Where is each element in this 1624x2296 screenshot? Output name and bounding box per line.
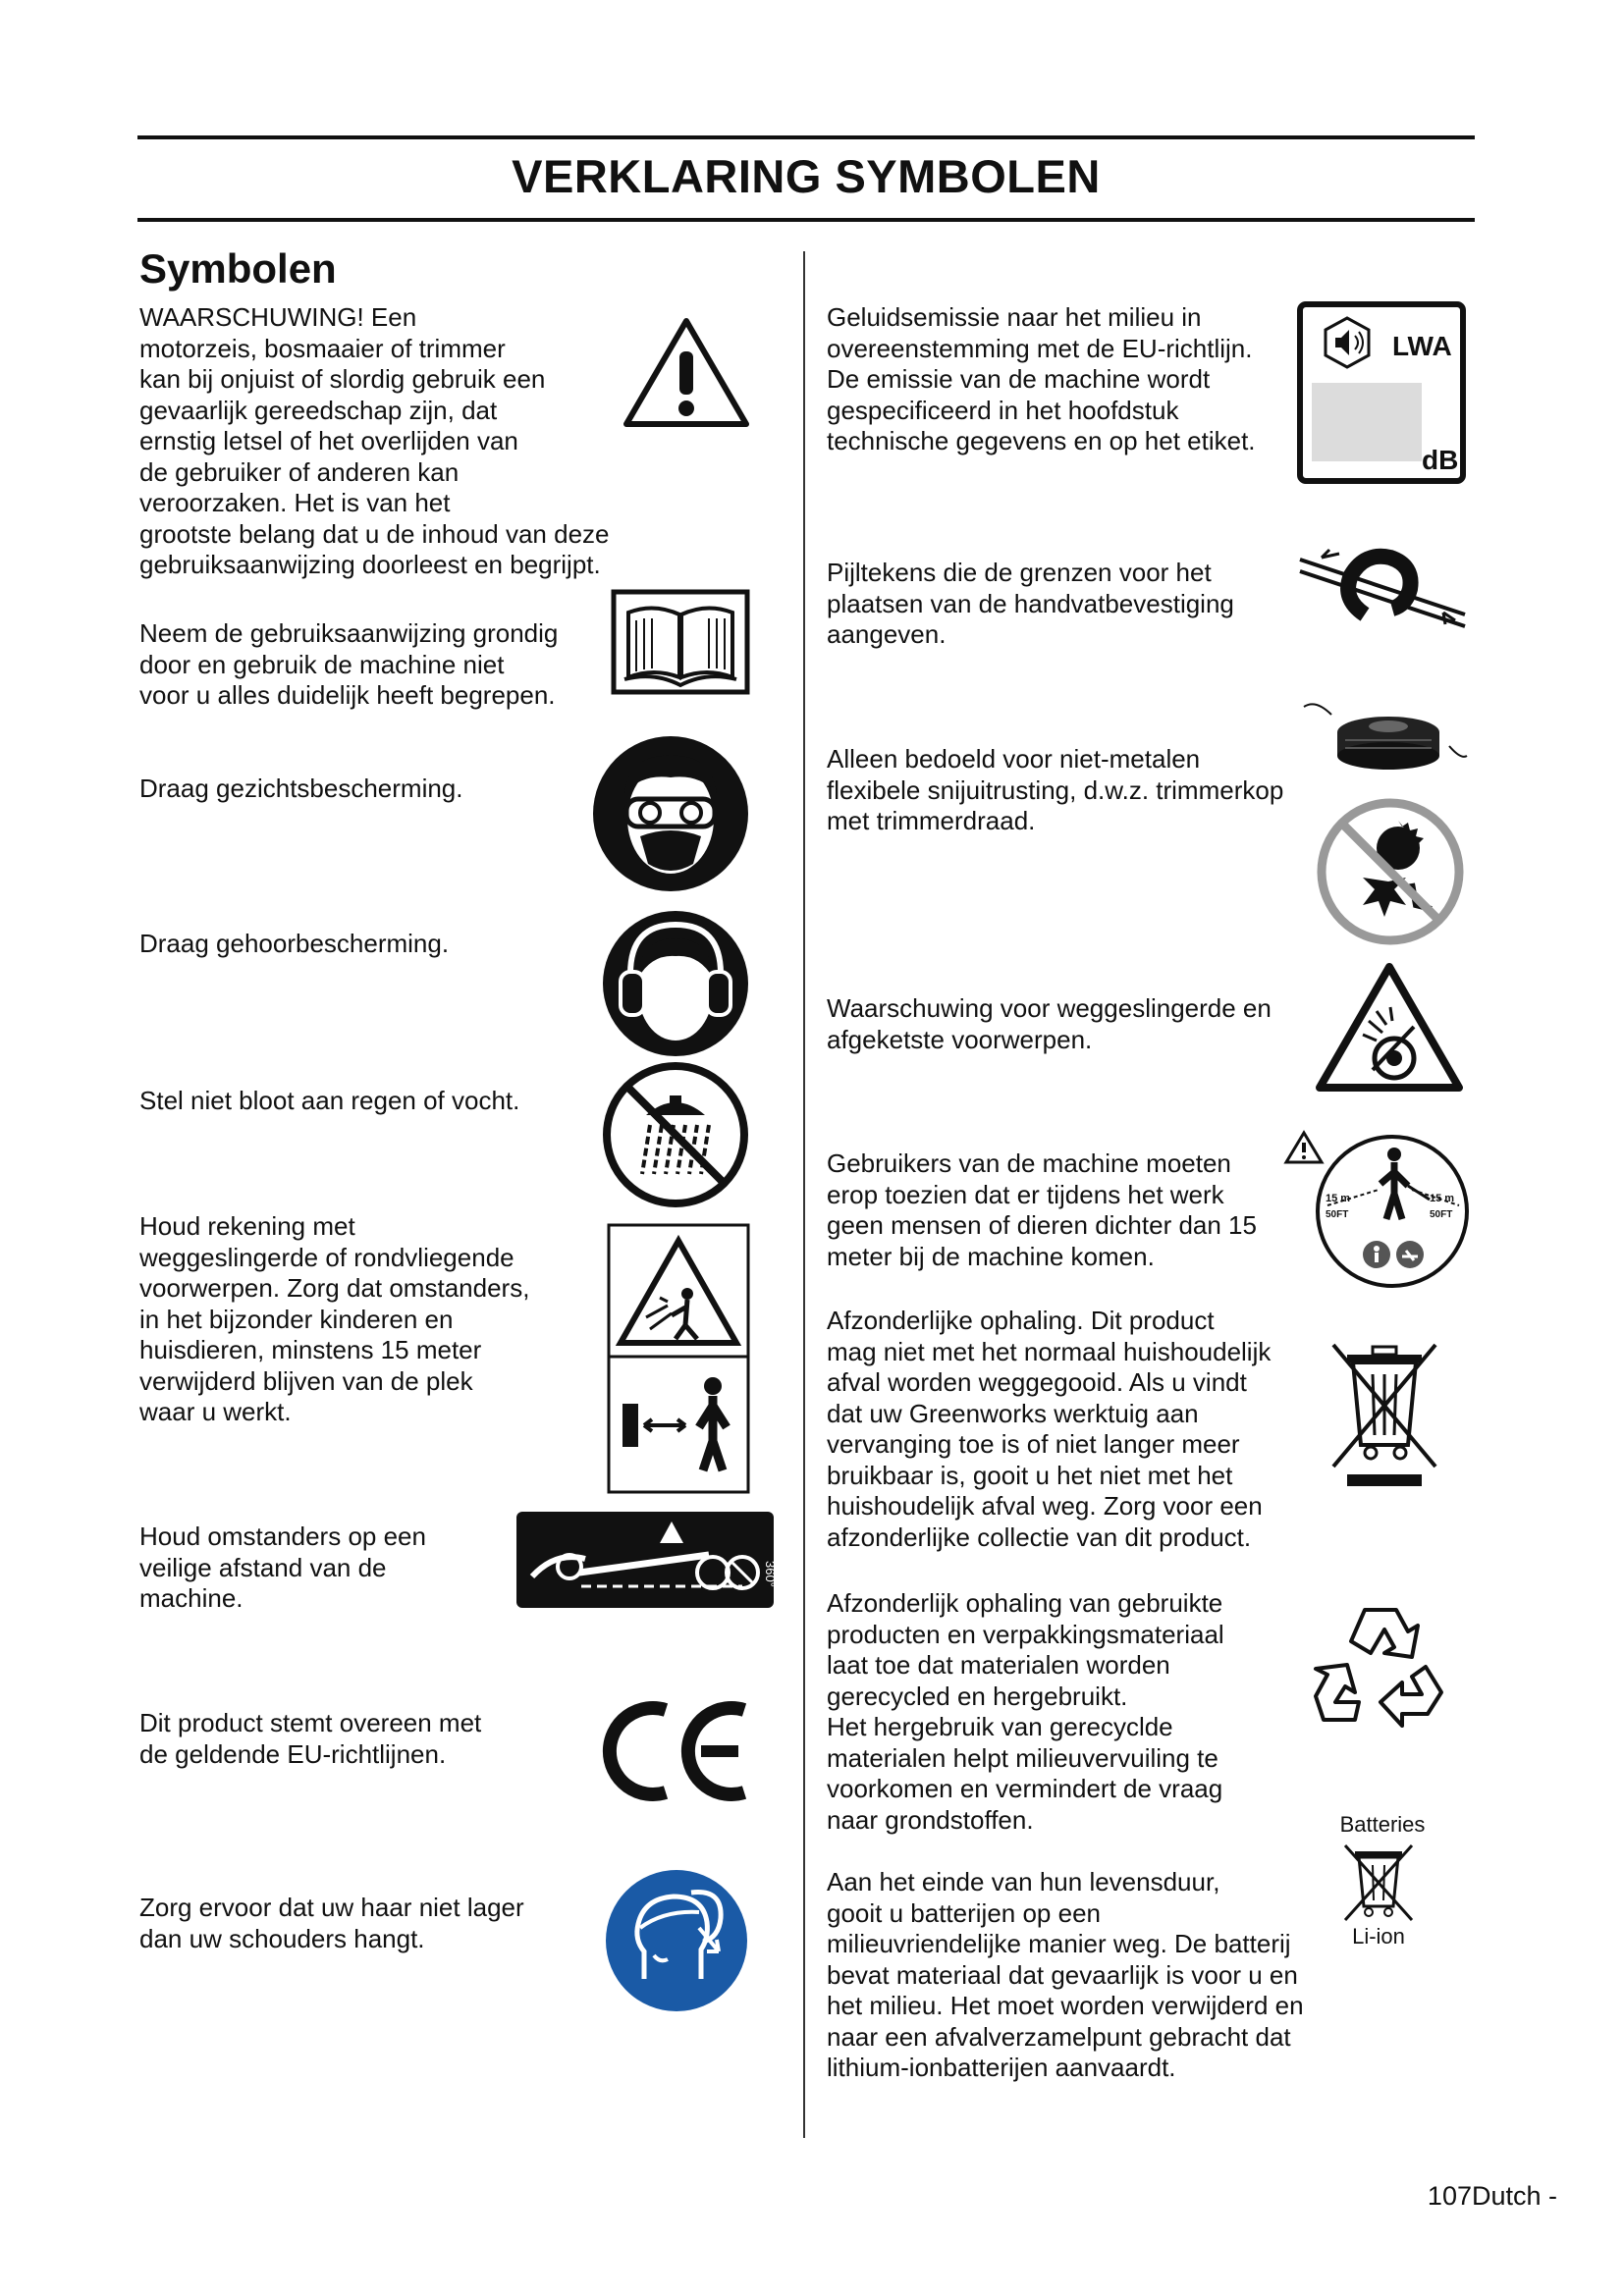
distance-15m-left: 15 m: [1326, 1193, 1351, 1204]
hair-text: Zorg ervoor dat uw haar niet lager dan uw schouders hangt.: [139, 1893, 524, 1953]
distance-15m-right: 15 m: [1430, 1193, 1455, 1204]
top-rule: [137, 135, 1475, 139]
no-rain-text: Stel niet bloot aan regen of vocht.: [139, 1086, 520, 1115]
face-protection-icon: [591, 734, 750, 893]
bystander-distance-icon: [516, 1512, 778, 1608]
page-number: 107Dutch -: [1427, 2181, 1557, 2211]
battery-text: Aan het einde van hun levensduur, gooit u batterijen op een milieuvriendelijke manier weg. De batterij bevat materiaal dat gevaarlijk is voor u en het milieu. Het moet worden verwijderd en naar een afvalverzamelpunt gebracht dat lithium-ionbatterijen aanvaardt.: [827, 1867, 1304, 2082]
handle-position-icon: [1296, 536, 1469, 630]
weee-text: Afzonderlijke ophaling. Dit product mag niet met het normaal huishoudelijk afval worden weggegooid. Als u vindt dat uw Greenworks werktuig aan vervanging toe is of niet langer meer bruikbaar is, gooit u het niet met het huishoudelijk afval weg. Zorg voor een afzonderlijke collectie van dit product.: [827, 1306, 1272, 1552]
li-ion-label: Li-ion: [1352, 1924, 1405, 1949]
warning-text: WAARSCHUWING! Een motorzeis, bosmaaier of trimmer kan bij onjuist of slordig gebruik een gevaarlijk gereedschap zijn, dat ernstig letsel of het overlijden van de gebruiker of anderen kan veroorzaken. Het is van het grootste belang dat u de inhoud van deze gebruiksaanwijzing doorleest en begrijpt.: [139, 302, 610, 579]
face-protection-text: Draag gezichtsbescherming.: [139, 774, 463, 803]
tie-hair-icon: [605, 1869, 748, 2012]
batteries-label: Batteries: [1339, 1812, 1426, 1837]
weee-bin-icon: [1326, 1339, 1443, 1488]
manual-text: Neem de gebruiksaanwijzing grondig door en gebruik de machine niet voor u alles duidelijk heeft begrepen.: [139, 618, 559, 710]
hearing-protection-text: Draag gehoorbescherming.: [139, 929, 450, 958]
column-divider: [803, 251, 805, 2138]
ricochet-text: Waarschuwing voor weggeslingerde en afgeketste voorwerpen.: [827, 993, 1272, 1054]
recycle-text: Afzonderlijk ophaling van gebruikte producten en verpakkingsmateriaal laat toe dat materialen worden gerecycled en hergebruikt. Het hergebruik van gerecyclde materialen helpt milieuvervuiling te voorkomen en vermindert de vraag naar grondstoffen.: [827, 1588, 1224, 1835]
page-title: VERKLARING SYMBOLEN: [512, 150, 1101, 202]
ce-mark-icon: [601, 1694, 750, 1808]
sound-db-label: dB: [1422, 445, 1459, 475]
manual-book-icon: [611, 589, 750, 695]
sound-lwa-label: LWA: [1392, 331, 1452, 361]
keep-distance-text: Gebruikers van de machine moeten erop toezien dat er tijdens het werk geen mensen of dieren dichter dan 15 meter bij de machine komen.: [827, 1148, 1257, 1271]
ce-text: Dit product stemt overeen met de geldende EU-richtlijnen.: [139, 1708, 482, 1769]
thrown-objects-text: Houd rekening met weggeslingerde of rondvliegende voorwerpen. Zorg dat omstanders, in het bijzonder kinderen en huisdieren, minstens 15 meter verwijderd blijven van de plek waar u werkt.: [139, 1211, 530, 1426]
thrown-objects-distance-icon: [607, 1223, 750, 1494]
sound-text: Geluidsemissie naar het milieu in overeenstemming met de EU-richtlijn. De emissie van de machine wordt gespecificeerd in het hoofdstuk technische gegevens en op het etiket.: [827, 302, 1256, 455]
battery-disposal-icon: [1341, 1842, 1416, 1924]
keep-15m-distance-icon: [1282, 1129, 1471, 1292]
distance-360-label: 360°: [763, 1561, 778, 1587]
warning-triangle-icon: [623, 316, 750, 429]
bystander-text: Houd omstanders op een veilige afstand van de machine.: [139, 1522, 426, 1613]
recycle-icon: [1310, 1598, 1451, 1732]
distance-50ft-right: 50FT: [1430, 1209, 1453, 1220]
section-heading: Symbolen: [139, 245, 337, 292]
hearing-protection-icon: [601, 909, 750, 1058]
trimmer-head-text: Alleen bedoeld voor niet-metalen flexibele snijuitrusting, d.w.z. trimmerkop met trimmerdraad.: [827, 744, 1284, 835]
ricochet-warning-icon: [1316, 962, 1463, 1094]
distance-50ft-left: 50FT: [1326, 1209, 1349, 1220]
handle-position-text: Pijltekens die de grenzen voor het plaatsen van de handvatbevestiging aangeven.: [827, 558, 1234, 649]
trimmer-head-icon: [1302, 697, 1469, 775]
sound-power-icon: [1296, 300, 1467, 485]
no-metal-blade-icon: [1314, 795, 1467, 948]
no-rain-icon: [601, 1060, 750, 1209]
title-underline: [137, 218, 1475, 222]
